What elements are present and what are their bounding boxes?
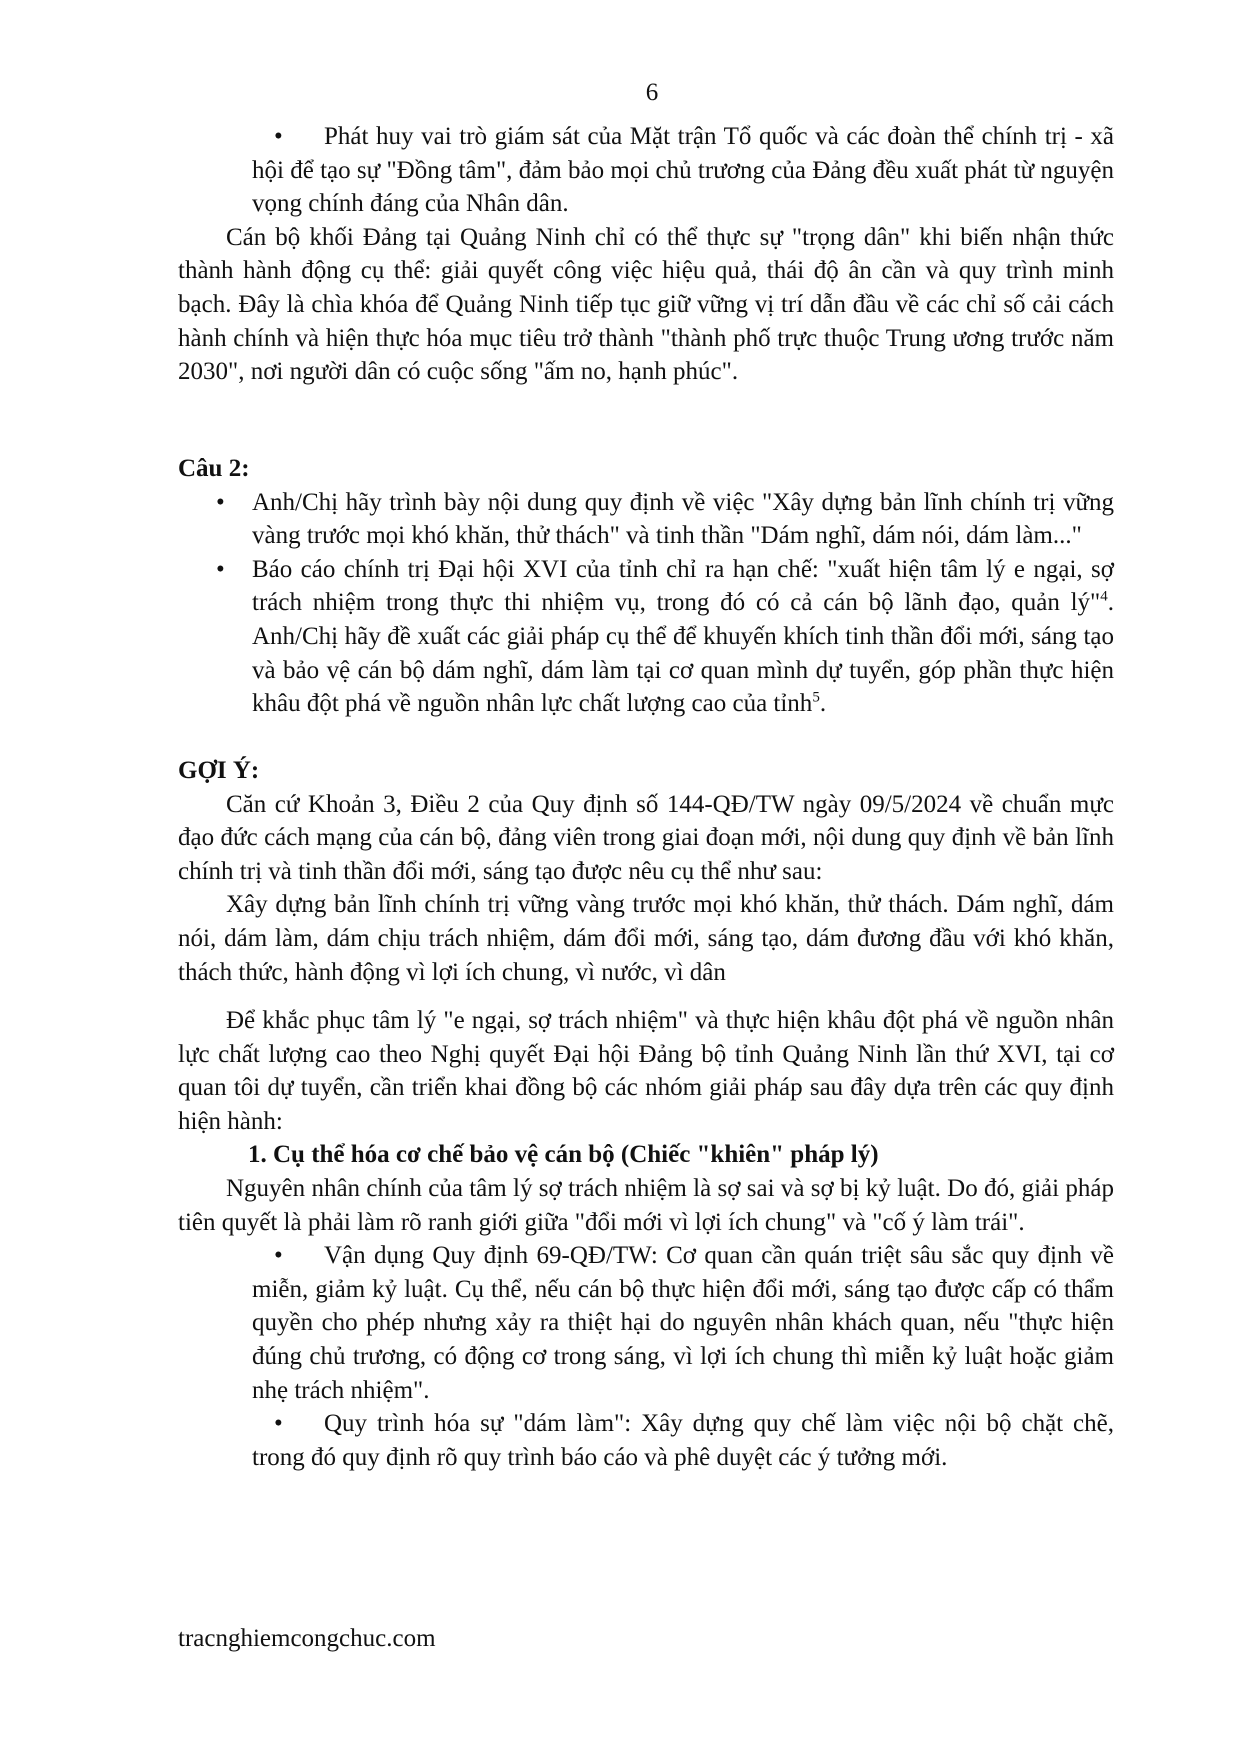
hint-paragraph: Xây dựng bản lĩnh chính trị vững vàng trước mọi khó khăn, thử thách. Dám nghĩ, dám nói, dám làm, dám chịu trách nhiệm, dám đổi mới, sáng tạo, dám đương đầu với khó khăn, thách thức, hành động vì lợi ích chung, vì nước, vì dân — [178, 891, 1114, 986]
bullet-dot-icon: • — [274, 1410, 283, 1438]
question-item-end: . — [819, 690, 827, 718]
subheading: 1. Cụ thể hóa cơ chế bảo vệ cán bộ (Chiếc "khiên" pháp lý) — [248, 1141, 879, 1169]
question-item — [178, 553, 1114, 721]
footnote-ref: 4 — [1100, 589, 1108, 606]
bullet-dot-icon: • — [274, 1242, 283, 1270]
question-item-text: Anh/Chị hãy trình bày nội dung quy định về việc "Xây dựng bản lĩnh chính trị vững vàng trước mọi khó khăn, thử thách" và tinh thần "Dám nghĩ, dám nói, dám làm..." — [252, 488, 1114, 550]
question-title: Câu 2: — [178, 455, 250, 482]
bullet-item — [178, 1239, 1114, 1407]
section-continuation — [178, 120, 1114, 389]
conclusion-paragraph: Cán bộ khối Đảng tại Quảng Ninh chỉ có thể thực sự "trọng dân" khi biến nhận thức thành hành động cụ thể: giải quyết công việc hiệu quả, thái độ ân cần và quy trình minh bạch. Đây là chìa khóa để Quảng Ninh tiếp tục giữ vững vị trí dẫn đầu về các chỉ số cải cách hành chính và hiện thực hóa mục tiêu trở thành "thành phố trực thuộc Trung ương trước năm 2030", nơi người dân có cuộc sống "ấm no, hạnh phúc". — [178, 223, 1114, 386]
bullet-text: Quy trình hóa sự "dám làm": Xây dựng quy chế làm việc nội bộ chặt chẽ, trong đó quy định rõ quy trình báo cáo và phê duyệt các ý tưởng mới. — [252, 1410, 1114, 1471]
solutions-section — [178, 1004, 1114, 1474]
question-2 — [178, 452, 1114, 721]
bullet-dot-icon: • — [216, 555, 225, 583]
question-item-text-cont: . Anh/Chị hãy đề xuất các giải pháp cụ thể để khuyến khích tinh thần đổi mới, sáng tạo và bảo vệ cán bộ dám nghĩ, dám làm tại cơ quan mình dự tuyển, góp phần thực hiện khâu đột phá về nguồn nhân lực chất lượng cao của tỉnh — [252, 589, 1114, 718]
footnote-ref: 5 — [812, 689, 820, 706]
solutions-intro: Để khắc phục tâm lý "e ngại, sợ trách nhiệm" và thực hiện khâu đột phá về nguồn nhân lực chất lượng cao theo Nghị quyết Đại hội Đảng bộ tỉnh Quảng Ninh lần thứ XVI, tại cơ quan tôi dự tuyển, cần triển khai đồng bộ các nhóm giải pháp sau đây dựa trên các quy định hiện hành: — [178, 1007, 1114, 1135]
hint-paragraph: Căn cứ Khoản 3, Điều 2 của Quy định số 144-QĐ/TW ngày 09/5/2024 về chuẩn mực đạo đức cách mạng của cán bộ, đảng viên trong giai đoạn mới, nội dung quy định về bản lĩnh chính trị và tinh thần đổi mới, sáng tạo được nêu cụ thể như sau: — [178, 790, 1114, 885]
hint-title: GỢI Ý: — [178, 757, 260, 784]
page-number: 6 — [645, 79, 659, 106]
bullet-item — [178, 1407, 1114, 1474]
bullet-dot-icon: • — [216, 488, 225, 516]
hint-section — [178, 754, 1114, 989]
bullet-item — [178, 120, 1114, 221]
bullet-dot-icon: • — [274, 123, 283, 150]
question-item — [178, 486, 1114, 553]
solutions-paragraph: Nguyên nhân chính của tâm lý sợ trách nhiệm là sợ sai và sợ bị kỷ luật. Do đó, giải pháp tiên quyết là phải làm rõ ranh giới giữa "đổi mới vì lợi ích chung" và "cố ý làm trái". — [178, 1174, 1114, 1236]
question-item-text: Báo cáo chính trị Đại hội XVI của tỉnh chỉ ra hạn chế: "xuất hiện tâm lý e ngại, sợ trách nhiệm trong thực thi nhiệm vụ, trong đó có cả cán bộ lãnh đạo, quản lý" — [252, 555, 1114, 617]
footer-site: tracnghiemcongchuc.com — [178, 1625, 436, 1652]
bullet-text: Vận dụng Quy định 69-QĐ/TW: Cơ quan cần quán triệt sâu sắc quy định về miễn, giảm kỷ luật. Cụ thể, nếu cán bộ thực hiện đổi mới, sáng tạo được cấp có thẩm quyền cho phép nhưng xảy ra thiệt hại do nguyên nhân khách quan, nếu "thực hiện đúng chủ trương, có động cơ trong sáng, vì lợi ích chung thì miễn kỷ luật hoặc giảm nhẹ trách nhiệm". — [252, 1242, 1114, 1404]
bullet-text: Phát huy vai trò giám sát của Mặt trận Tổ quốc và các đoàn thể chính trị - xã hội để tạo sự "Đồng tâm", đảm bảo mọi chủ trương của Đảng đều xuất phát từ nguyện vọng chính đáng của Nhân dân. — [252, 123, 1114, 218]
